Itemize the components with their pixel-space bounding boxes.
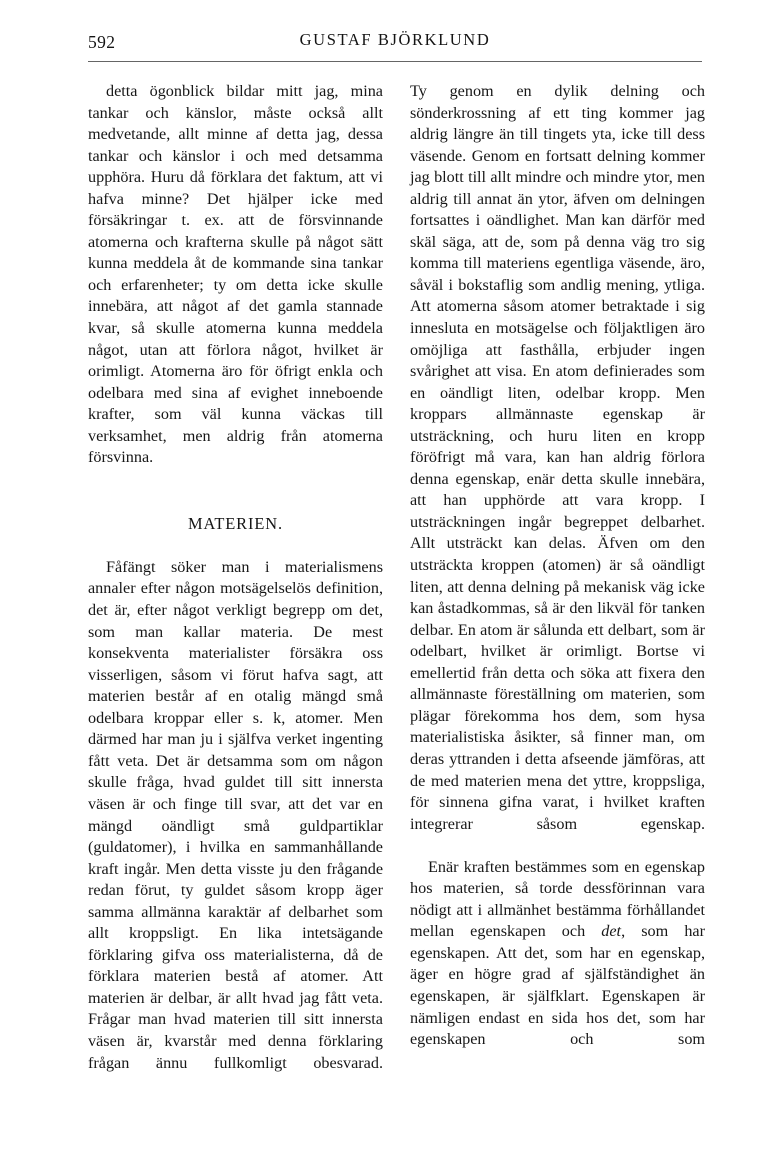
header-divider-rule — [88, 61, 702, 62]
right-paragraph-2-text-before-emphasis: Enär kraften bestämmes som en egenskap hos materien, så torde dessförinnan vara nödigt att i allmänhet bestämma förhållandet mellan egenskapen och — [410, 857, 705, 941]
emphasized-word-det: det — [601, 922, 622, 941]
running-head — [88, 30, 702, 56]
two-column-body — [88, 81, 705, 1096]
right-paragraph-1: Ty genom en dylik delning och sönderkrossning af ett ting kommer jag aldrig längre än till tingets yta, icke till dess väsende. Genom en fortsatt delning kommer jag blott till allt mindre och mindre ytor, men aldrig till annat än ytor, äfven om delningen fortsattes i oändlighet. Man kan därför med skäl säga, att de, som på denna väg tro sig komma till materiens egentliga väsende, äro, såväl i bokstaflig som andlig mening, ytliga. Att atomerna såsom atomer betraktade i sig innesluta en motsägelse och följaktligen äro omöjliga att fasthålla, erbjuder ingen svårighet att visa. En atom definierades som en oändligt liten, odelbar kropp. Men kroppars allmännaste egenskap är utsträckning, och huru liten en kropp föröfrigt må vara, kan han aldrig förlora denna egenskap, enär detta skulle innebära, att han upphörde att vara kropp. I utsträckningen ingår begreppet delbarhet. Allt utsträckt kan delas. Äfven om den utsträckta kroppen (atomen) är så oändligt liten, att denna delning på mekanisk väg icke kan åstadkommas, så är den likväl för tanken delbar. En atom är sålunda ett delbart, som är odelbart, hvilket är orimligt. Bortse vi emellertid från detta och söka att fixera den allmännaste föreställning om materien, som plägar förekomma hos dem, som hysa materialistiska åsikter, så finner man, om deras yttranden i detta afseende jämföras, att de med materien mena det yttre, kroppsliga, för sinnena gifna varat, i hvilket kraften integrerar såsom egenskap. — [410, 82, 705, 833]
left-paragraph-2: Fåfängt söker man i materialismens annaler efter någon motsägelselös definition, det är, efter något verkligt begrepp om det, som man kallar materia. De mest konsekventa materialister försäkra oss visserligen, såsom vi förut hafva sagt, att materien består af en otalig mängd små odelbara kroppar eller s. k, atomer. Men därmed har man ju i själfva verket ingenting fått veta. Det är detsamma som om någon skulle fråga, hvad guldet till sitt innersta väsen är och finge till svar, att det var en mängd oändligt små guldpartiklar (guldatomer), i hvilka en sammanhållande kraft ingår. Men detta visste ju den frågande redan förut, ty guldet såsom kropp äger samma allmänna karaktär af delbarhet som allt kroppsligt. En lika intetsägande förklaring gifva oss materialisterna, då de förklara materien bestå af atomer. Att materien är delbar, är allt hvad jag fått veta. Frågar man hvad materien till sitt innersta väsen är, kvarstår med denna förklaring frågan ännu fullkomligt obesvarad. — [88, 557, 383, 1072]
right-paragraph-2 — [410, 857, 705, 1072]
running-title: GUSTAF BJÖRKLUND — [299, 30, 491, 49]
right-paragraph-2-text-after-emphasis: , som har egenskapen. Att det, som har en egenskap, äger en högre grad af själfständighet än egenskapen, är själfklart. Egenskapen är nämligen endast en sida hos det, som har egenskapen och som — [410, 922, 705, 1049]
section-heading-materien: MATERIEN. — [187, 514, 284, 534]
right-column — [410, 81, 705, 1096]
left-column — [88, 81, 383, 1096]
left-paragraph-1: detta ögonblick bildar mitt jag, mina tankar och känslor, måste också allt medvetande, allt minne af detta jag, dessa tankar och känslor i och med detsamma upphöra. Huru då förklara det faktum, att vi hafva minne? Det hjälper icke med försäkringar t. ex. att de försvinnande atomerna och krafterna skulle på något sätt kunna meddela åt de kommande sina tankar och erfarenheter; ty om detta icke skulle innebära, att något af det gamla stannade kvar, så skulle atomerna kunna meddela något, utan att förlora något, hvilket är orimligt. Atomerna äro för öfrigt enkla och odelbara med sina af evighet inneboende krafter, som väl kunna väckas till verksamhet, men aldrig från atomerna försvinna. — [88, 82, 383, 467]
page-number: 592 — [88, 32, 116, 52]
